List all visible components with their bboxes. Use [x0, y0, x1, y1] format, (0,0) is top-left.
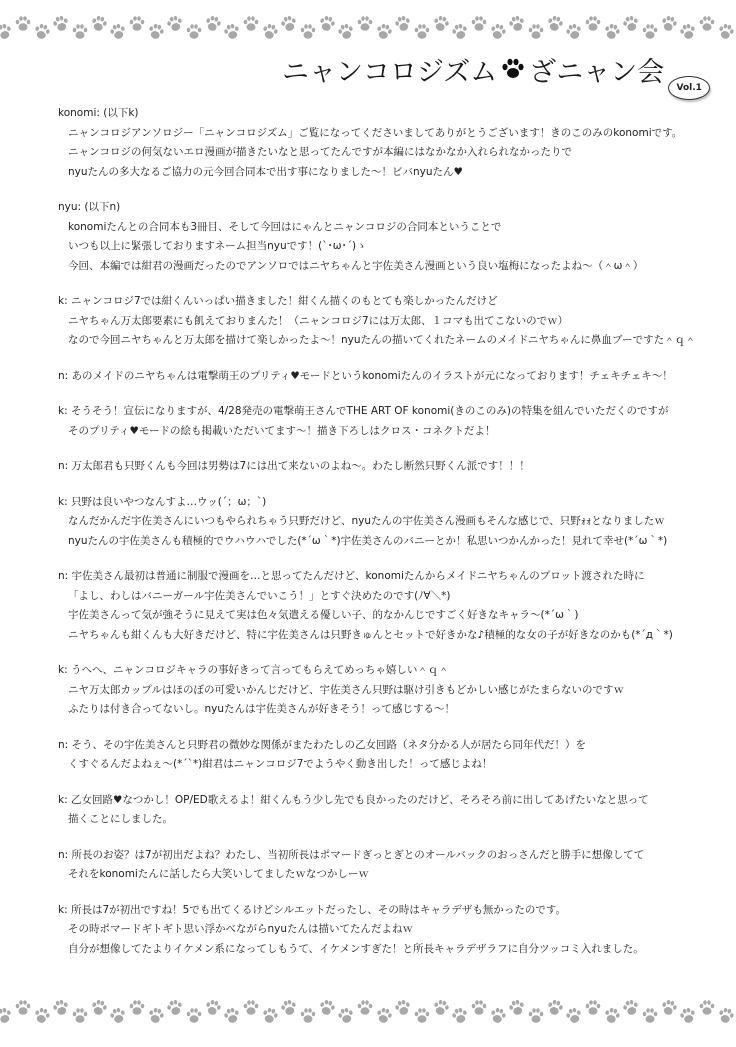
dialogue-entry	[58, 457, 728, 477]
paw-print-icon	[16, 16, 31, 31]
paw-print-icon	[90, 15, 108, 33]
dialogue-line: なので今回ニヤちゃんと万太郎を描けて楽しかったよ～！nyuたんの描いてくれたネームのメイドニヤちゃんに鼻血ブーですた＾ｑ＾	[68, 334, 696, 346]
paw-print-icon	[261, 23, 279, 41]
speaker-line: nyu: (以下n)	[58, 201, 121, 213]
dialogue-line: nyuたんの多大なるご協力の元今回合同本で出す事になりました～！ビバnyuたん♥	[68, 165, 463, 178]
speaker-line: k: そうそう！宣伝になりますが、4/28発売の電撃萌王さんでTHE ART OF konomi(きのこのみ)の特集を組んでいただくのですが	[58, 405, 669, 417]
paw-print-icon	[451, 1007, 469, 1025]
speaker-line: k: うへへ、ニャンコロジキャラの事好きって言ってもらえてめっちゃ嬉しい＾ｑ＾	[58, 664, 449, 676]
paw-print-icon	[660, 999, 678, 1017]
paw-print-icon	[565, 1007, 583, 1025]
dialogue-entry	[58, 402, 728, 441]
paw-print-icon	[130, 1000, 145, 1015]
paw-print-icon	[0, 1007, 13, 1025]
paw-print-icon	[489, 23, 507, 41]
dialogue-line: ニヤちゃんも紺くんも大好きだけど、特に宇佐美さんは只野きゅんとセットで好きかな♪積極的な女の子が好きなのかも(*´д｀*)	[68, 628, 673, 641]
dialogue-line: 宇佐美さんって気が強そうに見えて実は色々気遣える優しい子、的なかんじですごく好きなキャラ～(*´ω｀)	[68, 609, 579, 621]
dialogue-entry	[58, 846, 728, 885]
paw-print-icon	[204, 999, 222, 1017]
paw-print-icon	[301, 1008, 316, 1023]
dialogue-entry	[58, 901, 728, 960]
dialogue-line: そのプリティ♥モードの絵も掲載いただいてます～！描き下ろしはクロス・コネクトだよ！	[68, 424, 496, 437]
dialogue-line: konomiたんとの合同本も3冊目、そして今回はにゃんとニャンコロジの合同本ということで	[68, 220, 502, 233]
paw-print-icon	[622, 999, 640, 1017]
paw-print-icon	[204, 15, 222, 33]
paw-print-border-top	[0, 8, 736, 48]
paw-print-icon	[16, 1000, 31, 1015]
dialogue-line: 「よし、わしはバニーガール宇佐美さんでいこう！」とすぐ決めたのです(ﾉ∀＼*)	[68, 589, 451, 602]
paw-print-icon	[337, 23, 355, 41]
paw-print-icon	[472, 16, 487, 31]
paw-print-icon	[109, 1007, 127, 1025]
dialogue-line: ニャンコロジの何気ないエロ漫画が描きたいなと思ってたんですが本編にはなかなか入れられなかったりで	[68, 146, 572, 158]
dialogue-line: ニヤちゃん万太郎要素にも飢えておりまんた！（ニャンコロジ7には万太郎、１コマも出てこないのでｗ）	[68, 314, 569, 327]
paw-print-icon	[52, 15, 70, 33]
paw-print-icon	[358, 16, 373, 31]
dialogue-line: 描くことにしました。	[68, 813, 173, 825]
paw-print-icon	[73, 24, 88, 39]
dialogue-line: なんだかんだ宇佐美さんにいつもやられちゃう只野だけど、nyuたんの宇佐美さん漫画もそんな感じで、只野ｫｫとなりましたｗ	[68, 515, 665, 527]
speaker-line: k: 所長は7が初出ですね！5でも出てくるけどシルエットだったし、その時はキャラデザも無かったのです。	[58, 903, 567, 916]
speaker-line: n: 宇佐美さん最初は普通に制服で漫画を…と思ってたんだけど、konomiたんからメイドニヤちゃんのプロット渡された時に	[58, 570, 645, 582]
dialogue-entry	[58, 198, 728, 276]
paw-print-icon	[679, 23, 697, 41]
paw-print-icon	[660, 15, 678, 33]
paw-print-icon	[586, 1000, 601, 1015]
dialogue-entry	[58, 367, 728, 387]
paw-print-icon	[565, 23, 583, 41]
dialogue-line: いつも以上に緊張しておりますネーム担当nyuです！(`･ω･´)ゝ	[68, 240, 367, 252]
dialogue-line: ニャンコロジアンソロジー「ニャンコロジズム」ご覧になってくださいましてありがとうございます！きのこのみのkonomiです。	[68, 126, 683, 139]
paw-print-icon	[375, 1007, 393, 1025]
paw-print-icon	[603, 1007, 621, 1025]
paw-print-icon	[394, 999, 412, 1017]
speaker-line: k: 只野は良いやつなんすよ…ウッ(´；ω；`)	[58, 495, 267, 508]
paw-print-icon	[700, 16, 715, 31]
afterword-dialogue	[58, 104, 728, 975]
paw-print-icon	[717, 1007, 735, 1025]
paw-print-icon	[375, 23, 393, 41]
dialogue-line: 自分が想像してたよりイケメン系になってしもうて、イケメンすぎた！と所長キャラデザラフに自分ツッコミ入れました。	[68, 942, 644, 955]
page-title	[282, 52, 664, 86]
paw-print-icon	[33, 1007, 51, 1025]
dialogue-entry	[58, 736, 728, 775]
paw-print-icon	[603, 23, 621, 41]
paw-print-icon	[508, 999, 526, 1017]
speaker-line: konomi: (以下k)	[58, 107, 139, 119]
dialogue-entry	[58, 493, 728, 552]
dialogue-line: ニヤ万太郎カップルはほのぼの可愛いかんじだけど、宇佐美さん只野は駆け引きもどかしい感じがたまらないのですｗ	[68, 683, 624, 696]
paw-print-icon	[586, 16, 601, 31]
dialogue-line: nyuたんの宇佐美さんも積極的でウハウハでした(*´ω｀*)宇佐美さんのバニーとか！私思いつかんかった！見れて幸せ(*´ω｀*)	[68, 534, 668, 547]
paw-print-icon	[394, 15, 412, 33]
dialogue-line: それをkonomiたんに話したら大笑いしてましたｗなつかしーｗ	[68, 868, 369, 880]
dialogue-entry	[58, 292, 728, 351]
paw-print-icon	[90, 999, 108, 1017]
paw-print-icon	[223, 23, 241, 41]
paw-print-icon	[717, 23, 735, 41]
title-row	[282, 52, 710, 100]
paw-print-icon	[187, 24, 202, 39]
paw-print-icon	[432, 15, 450, 33]
paw-print-icon	[529, 24, 544, 39]
dialogue-entry	[58, 104, 728, 182]
paw-print-icon	[700, 1000, 715, 1015]
paw-print-icon	[529, 1008, 544, 1023]
paw-print-icon	[301, 24, 316, 39]
paw-print-icon	[337, 1007, 355, 1025]
paw-print-icon	[223, 1007, 241, 1025]
paw-print-icon	[318, 999, 336, 1017]
paw-print-icon	[415, 24, 430, 39]
paw-print-icon	[73, 1008, 88, 1023]
dialogue-entry	[58, 791, 728, 830]
paw-print-icon	[244, 1000, 259, 1015]
paw-print-icon	[643, 24, 658, 39]
speaker-line: n: あのメイドのニヤちゃんは電撃萌王のプリティ♥モードというkonomiたんのイラストが元になっております！チェキチェキ～！	[58, 369, 673, 382]
dialogue-entry	[58, 661, 728, 720]
paw-print-icon	[147, 1007, 165, 1025]
speaker-line: k: ニャンコロジ7では紺くんいっぱい描きました！紺くん描くのもとても楽しかったんだけど	[58, 295, 498, 307]
paw-print-icon	[358, 1000, 373, 1015]
paw-icon	[501, 58, 525, 80]
paw-print-icon	[187, 1008, 202, 1023]
paw-print-icon	[546, 999, 564, 1017]
dialogue-line: ふたりは付き合ってないし。nyuたんは宇佐美さんが好きそう！って感じする～！	[68, 703, 456, 715]
speaker-line: k: 乙女回路♥なつかし！OP/ED歌えるよ！紺くんもう少し先でも良かったのだけど、そろそろ前に出してあげたいなと思って	[58, 793, 649, 806]
dialogue-entry	[58, 567, 728, 645]
paw-print-icon	[33, 23, 51, 41]
paw-print-icon	[472, 1000, 487, 1015]
paw-print-icon	[451, 23, 469, 41]
paw-print-icon	[508, 15, 526, 33]
paw-print-icon	[147, 23, 165, 41]
title-part1: ニャンコロジズム	[282, 56, 498, 88]
paw-print-icon	[52, 999, 70, 1017]
paw-print-icon	[166, 999, 184, 1017]
speaker-line: n: 万太郎君も只野くんも今回は男勢は7には出て来ないのよね～。わたし断然只野くん派です！！！	[58, 460, 530, 472]
paw-print-icon	[415, 1008, 430, 1023]
dialogue-line: 今回、本編では紺君の漫画だったのでアンソロではニヤちゃんと宇佐美さん漫画という良い塩梅になったよね～（＾ω＾）	[68, 259, 644, 272]
paw-print-icon	[546, 15, 564, 33]
paw-print-icon	[166, 15, 184, 33]
speaker-line: n: そう、その宇佐美さんと只野君の微妙な関係がまたわたしの乙女回路（ネタ分かる人が居たら同年代だ！）を	[58, 738, 587, 751]
paw-print-icon	[109, 23, 127, 41]
paw-print-icon	[280, 999, 298, 1017]
dialogue-line: くすぐるんだよねぇ～(*´`*)紺君はニャンコロジ7でようやく動き出した！って感じよね！	[68, 758, 493, 770]
volume-badge: Vol.1	[668, 76, 710, 100]
paw-print-border-bottom	[0, 992, 736, 1032]
paw-print-icon	[622, 15, 640, 33]
paw-print-icon	[679, 1007, 697, 1025]
paw-print-icon	[130, 16, 145, 31]
paw-print-icon	[0, 23, 13, 41]
paw-print-icon	[261, 1007, 279, 1025]
paw-print-icon	[643, 1008, 658, 1023]
speaker-line: n: 所長のお姿？は7が初出だよね？わたし、当初所長はポマードぎっとぎとのオールバックのおっさんだと勝手に想像してて	[58, 848, 645, 861]
paw-print-icon	[280, 15, 298, 33]
paw-print-icon	[489, 1007, 507, 1025]
dialogue-line: その時ポマードギトギト思い浮かべながらnyuたんは描いてたんだよねｗ	[68, 923, 414, 935]
paw-print-icon	[244, 16, 259, 31]
paw-print-icon	[432, 999, 450, 1017]
title-part2: ざニャン会	[529, 56, 665, 88]
paw-print-icon	[318, 15, 336, 33]
